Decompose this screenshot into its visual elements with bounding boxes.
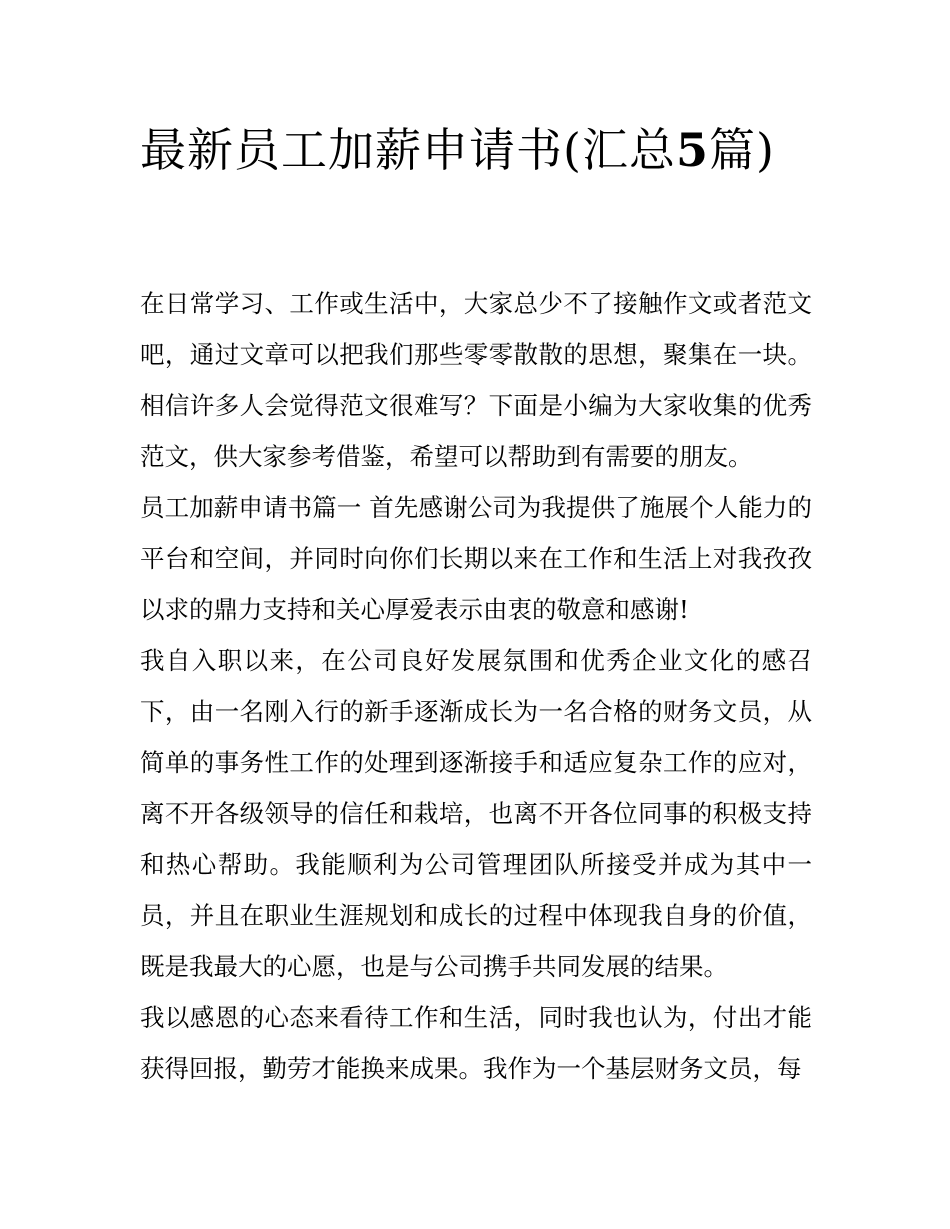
paragraph-intro: 在日常学习、工作或生活中，大家总少不了接触作文或者范文吧，通过文章可以把我们那些零零散散的思想，聚集在一块。相信许多人会觉得范文很难写？下面是小编为大家收集的优秀范文，供大家参考借鉴，希望可以帮助到有需要的朋友。: [140, 289, 812, 471]
paragraph-3: 我以感恩的心态来看待工作和生活，同时我也认为，付出才能获得回报，勤劳才能换来成果。我作为一个基层财务文员，每: [140, 1003, 812, 1083]
paragraph-1: 员工加薪申请书篇一 首先感谢公司为我提供了施展个人能力的平台和空间，并同时向你们长期以来在工作和生活上对我孜孜以求的鼎力支持和关心厚爱表示由衷的敬意和感谢!: [140, 493, 812, 624]
document-body: [140, 278, 812, 1094]
title-main: 最新员工加薪申请书(汇总: [140, 123, 676, 177]
paragraph-2: 我自入职以来，在公司良好发展氛围和优秀企业文化的感召下，由一名刚入行的新手逐渐成长为一名合格的财务文员，从简单的事务性工作的处理到逐渐接手和适应复杂工作的应对，离不开各级领导的信任和栽培，也离不开各位同事的积极支持和热心帮助。我能顺利为公司管理团队所接受并成为其中一员，并且在职业生涯规划和成长的过程中体现我自身的价值，既是我最大的心愿，也是与公司携手共同发展的结果。: [140, 646, 812, 981]
document-title: [140, 112, 820, 188]
title-tail: 篇): [708, 123, 775, 177]
title-number: 5: [675, 123, 709, 177]
